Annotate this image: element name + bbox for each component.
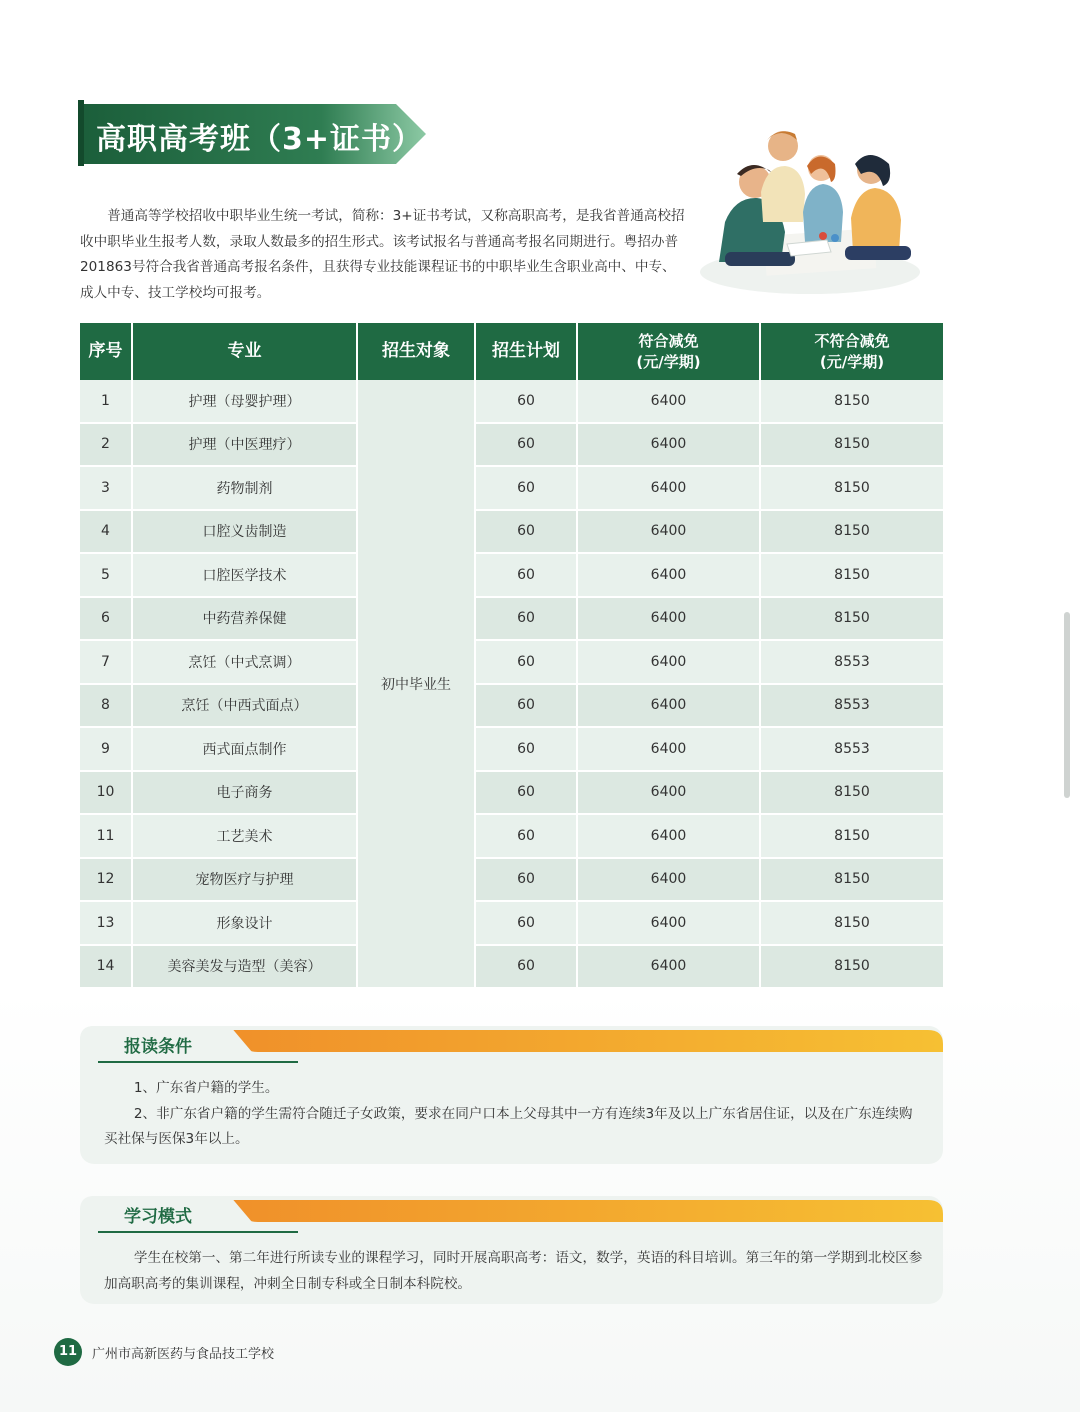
fee-eligible-cell: 6400 [577,945,760,989]
major-cell: 烹饪（中式烹调） [132,640,357,684]
fee-ineligible-cell: 8553 [760,684,943,728]
target-cell: 初中毕业生 [357,380,475,988]
row-number-cell: 1 [80,380,132,423]
header-fee-ineligible-line1: 不符合减免 [814,331,890,350]
plan-cell: 60 [475,901,577,945]
plan-cell: 60 [475,640,577,684]
row-number-cell: 6 [80,597,132,641]
table-row [80,901,943,945]
plan-cell: 60 [475,684,577,728]
fee-ineligible-cell: 8150 [760,814,943,858]
page-title: 高职高考班（3+证书） [96,122,424,157]
row-number-cell: 7 [80,640,132,684]
row-number-cell: 4 [80,510,132,554]
header-plan: 招生计划 [475,323,577,380]
fee-eligible-cell: 6400 [577,423,760,467]
major-cell: 西式面点制作 [132,727,357,771]
major-cell: 工艺美术 [132,814,357,858]
row-number-cell: 12 [80,858,132,902]
fee-ineligible-cell: 8150 [760,466,943,510]
fee-ineligible-cell: 8150 [760,553,943,597]
table-row [80,510,943,554]
fee-ineligible-cell: 8150 [760,423,943,467]
page-number: 11 [54,1338,82,1366]
study-mode-underline [98,1231,298,1233]
plan-cell: 60 [475,380,577,423]
fee-eligible-cell: 6400 [577,597,760,641]
fee-ineligible-cell: 8150 [760,858,943,902]
fee-eligible-cell: 6400 [577,771,760,815]
intro-paragraph [80,204,686,306]
fee-ineligible-cell: 8150 [760,945,943,989]
major-cell: 宠物医疗与护理 [132,858,357,902]
fee-ineligible-cell: 8150 [760,771,943,815]
table-row [80,814,943,858]
fee-ineligible-cell: 8553 [760,640,943,684]
row-number-cell: 5 [80,553,132,597]
students-illustration [695,112,925,302]
study-mode-text: 学生在校第一、第二年进行所读专业的课程学习，同时开展高职高考：语文，数学，英语的科目培训。第三年的第一学期到北校区参加高职高考的集训课程，冲刺全日制专科或全日制本科院校。 [104,1250,923,1292]
row-number-cell: 9 [80,727,132,771]
major-cell: 药物制剂 [132,466,357,510]
fee-ineligible-cell: 8553 [760,727,943,771]
plan-cell: 60 [475,510,577,554]
scrollbar[interactable] [1064,612,1070,798]
row-number-cell: 10 [80,771,132,815]
row-number-cell: 3 [80,466,132,510]
plan-cell: 60 [475,466,577,510]
fee-ineligible-cell: 8150 [760,597,943,641]
plan-cell: 60 [475,945,577,989]
row-number-cell: 11 [80,814,132,858]
fee-eligible-cell: 6400 [577,727,760,771]
table-row [80,597,943,641]
header-target: 招生对象 [357,323,475,380]
plan-cell: 60 [475,553,577,597]
conditions-panel-header [80,1026,943,1068]
row-number-cell: 8 [80,684,132,728]
conditions-panel [80,1026,943,1164]
major-cell: 烹饪（中西式面点） [132,684,357,728]
major-cell: 口腔义齿制造 [132,510,357,554]
major-cell: 中药营养保健 [132,597,357,641]
study-mode-label: 学习模式 [124,1207,192,1227]
plan-cell: 60 [475,771,577,815]
conditions-underline [98,1061,298,1063]
row-number-cell: 13 [80,901,132,945]
conditions-label: 报读条件 [124,1037,192,1057]
fee-eligible-cell: 6400 [577,684,760,728]
conditions-body [104,1076,924,1153]
header-no: 序号 [80,323,132,380]
study-mode-panel-header [80,1196,943,1238]
major-cell: 电子商务 [132,771,357,815]
major-cell: 护理（中医理疗） [132,423,357,467]
fee-ineligible-cell: 8150 [760,901,943,945]
table-row [80,771,943,815]
table-row [80,423,943,467]
header-major: 专业 [132,323,357,380]
fee-ineligible-cell: 8150 [760,510,943,554]
study-mode-body [104,1246,924,1297]
fee-eligible-cell: 6400 [577,814,760,858]
intro-text: 普通高等学校招收中职毕业生统一考试，简称：3+证书考试，又称高职高考，是我省普通高校招收中职毕业生报考人数，录取人数最多的招生形式。该考试报名与普通高考报名同期进行。粤招办普201863号符合我省普通高考报名条件，且获得专业技能课程证书的中职毕业生含职业高中、中专、成人中专、技工学校均可报考。 [80,208,685,301]
plan-cell: 60 [475,597,577,641]
header-fee-ineligible [760,323,943,380]
fee-eligible-cell: 6400 [577,640,760,684]
plan-cell: 60 [475,727,577,771]
header-fee-eligible-line2: (元/学期) [636,352,701,371]
row-number-cell: 2 [80,423,132,467]
major-cell: 形象设计 [132,901,357,945]
admission-table [80,323,943,989]
fee-eligible-cell: 6400 [577,858,760,902]
table-row [80,727,943,771]
table-row [80,684,943,728]
header-fee-eligible-line1: 符合减免 [638,331,699,350]
table-row [80,466,943,510]
table-row [80,945,943,989]
header-fee-ineligible-line2: (元/学期) [819,352,885,371]
study-mode-panel [80,1196,943,1304]
table-body [80,380,943,988]
fee-eligible-cell: 6400 [577,510,760,554]
condition-item-1: 1、广东省户籍的学生。 [133,1080,279,1096]
major-cell: 护理（母婴护理） [132,380,357,423]
table-row [80,553,943,597]
table-header-row [80,323,943,380]
major-cell: 口腔医学技术 [132,553,357,597]
major-cell: 美容美发与造型（美容） [132,945,357,989]
plan-cell: 60 [475,858,577,902]
fee-ineligible-cell: 8150 [760,380,943,423]
row-number-cell: 14 [80,945,132,989]
table-row [80,380,943,423]
school-name: 广州市高新医药与食品技工学校 [92,1347,275,1362]
title-banner [78,100,428,166]
plan-cell: 60 [475,814,577,858]
condition-item-2: 2、非广东省户籍的学生需符合随迁子女政策，要求在同户口本上父母其中一方有连续3年及以上广东省居住证，以及在广东连续购买社保与医保3年以上。 [104,1105,913,1148]
fee-eligible-cell: 6400 [577,380,760,423]
fee-eligible-cell: 6400 [577,553,760,597]
table-row [80,640,943,684]
fee-eligible-cell: 6400 [577,466,760,510]
plan-cell: 60 [475,423,577,467]
table-row [80,858,943,902]
fee-eligible-cell: 6400 [577,901,760,945]
header-fee-eligible [577,323,760,380]
